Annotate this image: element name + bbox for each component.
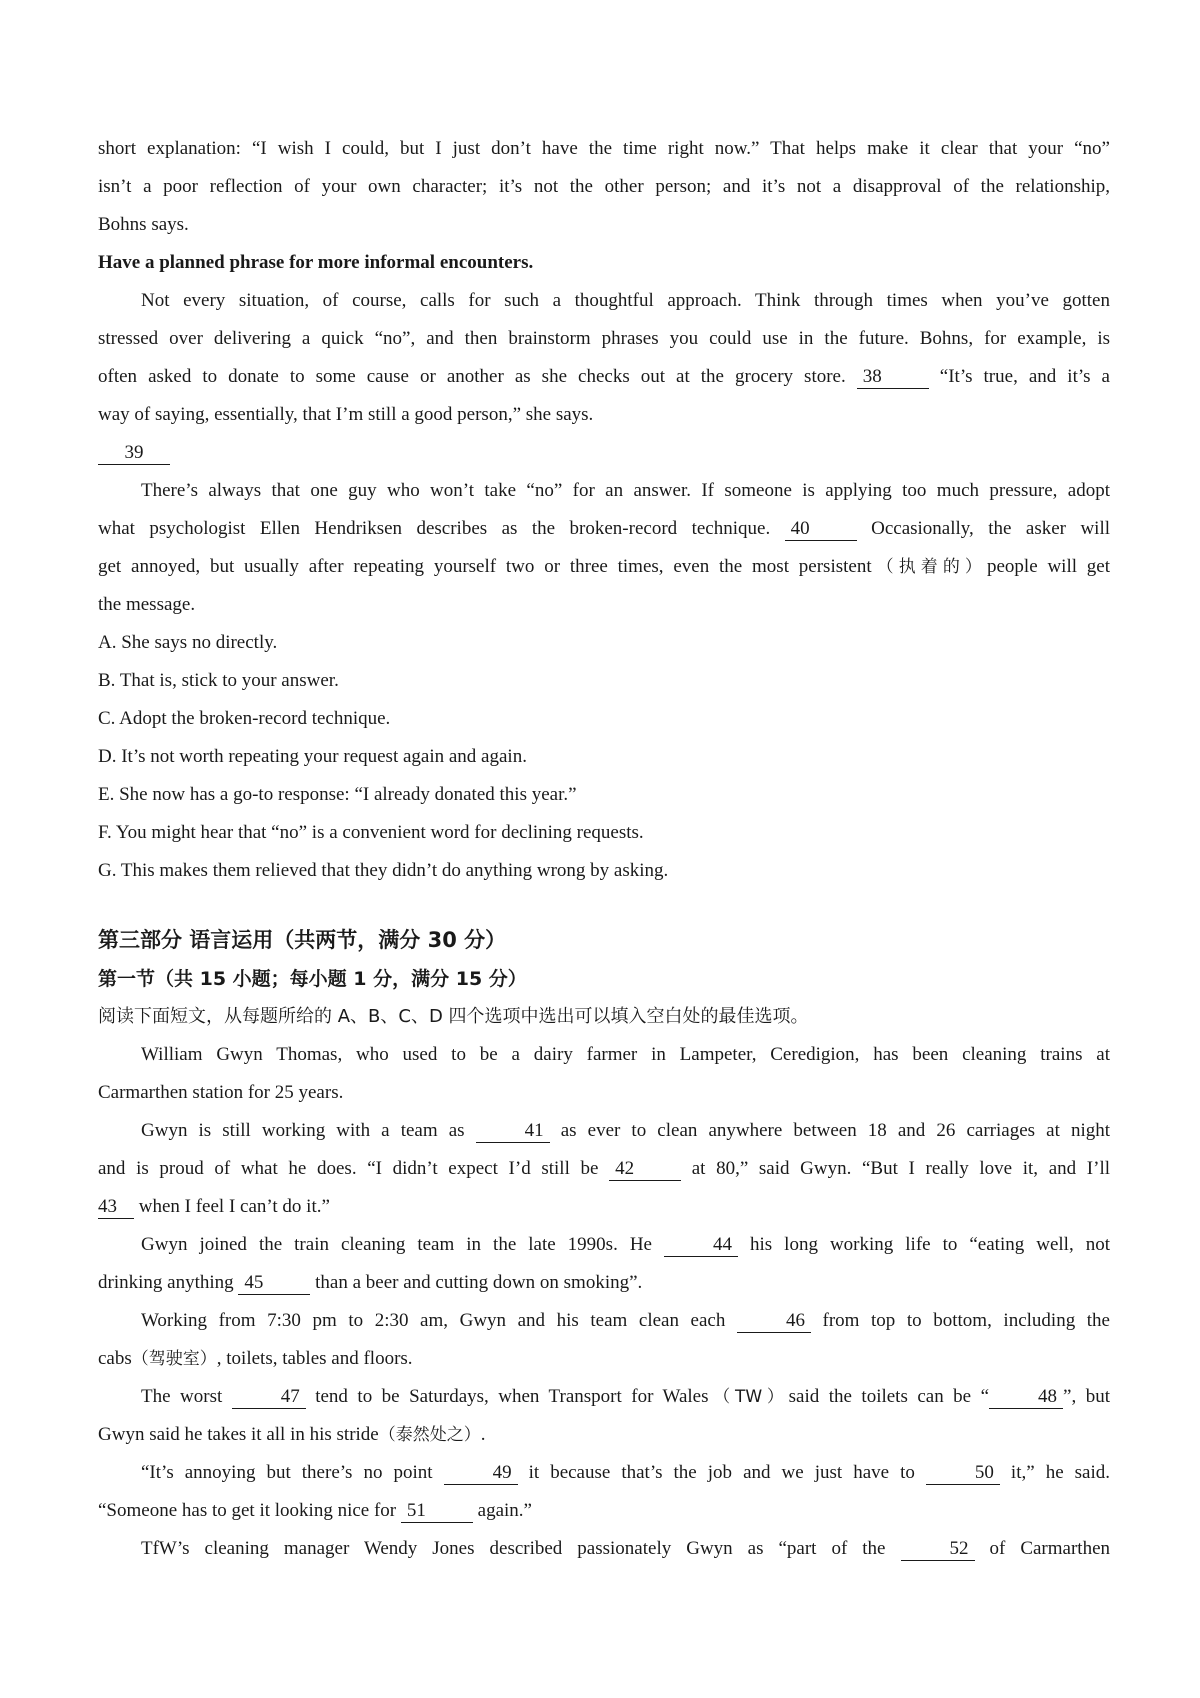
option-d: D. It’s not worth repeating your request again and again. (98, 746, 527, 767)
text-span: as ever to clean anywhere between 18 and 26 carriages at night (549, 1120, 1110, 1141)
text-line (98, 434, 1110, 472)
section-heading: Have a planned phrase for more informal encounters. (98, 252, 534, 273)
text-line: the message. (98, 594, 196, 615)
blank-43: 43 (98, 1196, 134, 1219)
text-span: get annoyed, but usually after repeating yourself two or three times, even the most persistent (98, 556, 872, 577)
blank-42: 42 (609, 1158, 681, 1181)
options-list (98, 624, 1110, 890)
chinese-gloss: （执着的） (871, 557, 987, 577)
text-line (98, 510, 1110, 548)
text-line: stressed over delivering a quick “no”, and then brainstorm phrases you could use in the future. Bohns, for example, is (98, 328, 1110, 349)
blank-47: 47 (232, 1386, 306, 1409)
text-span: his long working life to “eating well, not (737, 1234, 1110, 1255)
text-span: of Carmarthen (974, 1538, 1111, 1559)
text-span: Gwyn is still working with a team as (141, 1120, 476, 1141)
text-span: it,” he said. (999, 1462, 1111, 1483)
blank-52: 52 (901, 1538, 975, 1561)
text-line (98, 1454, 1110, 1492)
text-span: it because that’s the job and we just have to (517, 1462, 926, 1483)
option-c: C. Adopt the broken-record technique. (98, 708, 391, 729)
text-line: isn’t a poor reflection of your own character; it’s not the other person; and it’s not a disapproval of the relationship, (98, 176, 1110, 197)
text-span: at 80,” said Gwyn. “But I really love it, and I’ll (681, 1158, 1110, 1179)
text-line (98, 1302, 1110, 1340)
text-line: Carmarthen station for 25 years. (98, 1082, 344, 1103)
text-span: than a beer and cutting down on smoking”. (310, 1272, 643, 1293)
text-line (98, 1188, 1110, 1226)
text-line: William Gwyn Thomas, who used to be a dairy farmer in Lampeter, Ceredigion, has been cleaning trains at (141, 1044, 1110, 1065)
text-span: “It’s annoying but there’s no point (141, 1462, 444, 1483)
blank-44: 44 (664, 1234, 738, 1257)
text-span: and is proud of what he does. “I didn’t expect I’d still be (98, 1158, 610, 1179)
text-line (98, 548, 1110, 586)
text-span: “Someone has to get it looking nice for (98, 1500, 401, 1521)
text-span: Gwyn said he takes it all in his stride (98, 1424, 379, 1445)
text-line: short explanation: “I wish I could, but I just don’t have the time right now.” That helps make it clear that your “no” (98, 138, 1110, 159)
text-line (98, 1530, 1110, 1568)
text-line (98, 1416, 1110, 1454)
chinese-gloss: （泰然处之） (378, 1425, 481, 1445)
blank-50: 50 (926, 1462, 1000, 1485)
chinese-gloss: （TW） (708, 1387, 789, 1407)
text-line (98, 1378, 1110, 1416)
text-span: what psychologist Ellen Hendriksen describes as the broken-record technique. (98, 518, 785, 539)
text-span: people will get (986, 556, 1111, 577)
part-title: 第三部分 语言运用（共两节，满分 30 分） (98, 928, 507, 952)
text-line (98, 1492, 1110, 1530)
text-span: ”, but (1063, 1386, 1110, 1407)
text-line (98, 1150, 1110, 1188)
blank-39: 39 (98, 442, 170, 465)
text-span: drinking anything (98, 1272, 239, 1293)
chinese-gloss: （驾驶室） (131, 1349, 217, 1369)
blank-41: 41 (476, 1120, 550, 1143)
blank-40: 40 (785, 518, 857, 541)
option-e: E. She now has a go-to response: “I already donated this year.” (98, 784, 577, 805)
section-title: 第一节（共 15 小题；每小题 1 分，满分 15 分） (98, 968, 527, 990)
blank-46: 46 (737, 1310, 811, 1333)
text-span: tend to be Saturdays, when Transport for Wales (305, 1386, 709, 1407)
text-line: Not every situation, of course, calls for such a thoughtful approach. Think through times when you’ve gotten (141, 290, 1110, 311)
text-span: often asked to donate to some cause or another as she checks out at the grocery store. (98, 366, 857, 387)
text-line: way of saying, essentially, that I’m still a good person,” she says. (98, 404, 594, 425)
blank-49: 49 (444, 1462, 518, 1485)
blank-45: 45 (238, 1272, 310, 1295)
text-line (98, 358, 1110, 396)
text-span: Working from 7:30 pm to 2:30 am, Gwyn and his team clean each (141, 1310, 737, 1331)
text-line: Bohns says. (98, 214, 189, 235)
text-span: Gwyn joined the train cleaning team in the late 1990s. He (141, 1234, 664, 1255)
text-line (98, 1226, 1110, 1264)
option-a: A. She says no directly. (98, 632, 278, 653)
option-g: G. This makes them relieved that they didn’t do anything wrong by asking. (98, 860, 669, 881)
text-line: There’s always that one guy who won’t take “no” for an answer. If someone is applying too much pressure, adopt (141, 480, 1110, 501)
text-span: , toilets, tables and floors. (216, 1348, 413, 1369)
option-f: F. You might hear that “no” is a convenient word for declining requests. (98, 822, 644, 843)
text-span: cabs (98, 1348, 132, 1369)
text-span: “It’s true, and it’s a (928, 366, 1110, 387)
option-b: B. That is, stick to your answer. (98, 670, 339, 691)
text-span: The worst (141, 1386, 232, 1407)
text-span: again.” (472, 1500, 532, 1521)
text-span: . (480, 1424, 486, 1445)
text-line (98, 1112, 1110, 1150)
text-span: said the toilets can be “ (788, 1386, 990, 1407)
blank-38: 38 (857, 366, 929, 389)
text-line (98, 1264, 1110, 1302)
text-span: when I feel I can’t do it.” (134, 1196, 330, 1217)
instruction: 阅读下面短文，从每题所给的 A、B、C、D 四个选项中选出可以填入空白处的最佳选项。 (98, 1006, 809, 1027)
text-span: from top to bottom, including the (810, 1310, 1110, 1331)
blank-51: 51 (401, 1500, 473, 1523)
text-span: Occasionally, the asker will (856, 518, 1111, 539)
text-span: TfW’s cleaning manager Wendy Jones described passionately Gwyn as “part of the (141, 1538, 901, 1559)
blank-48: 48 (989, 1386, 1063, 1409)
text-line (98, 1340, 1110, 1378)
